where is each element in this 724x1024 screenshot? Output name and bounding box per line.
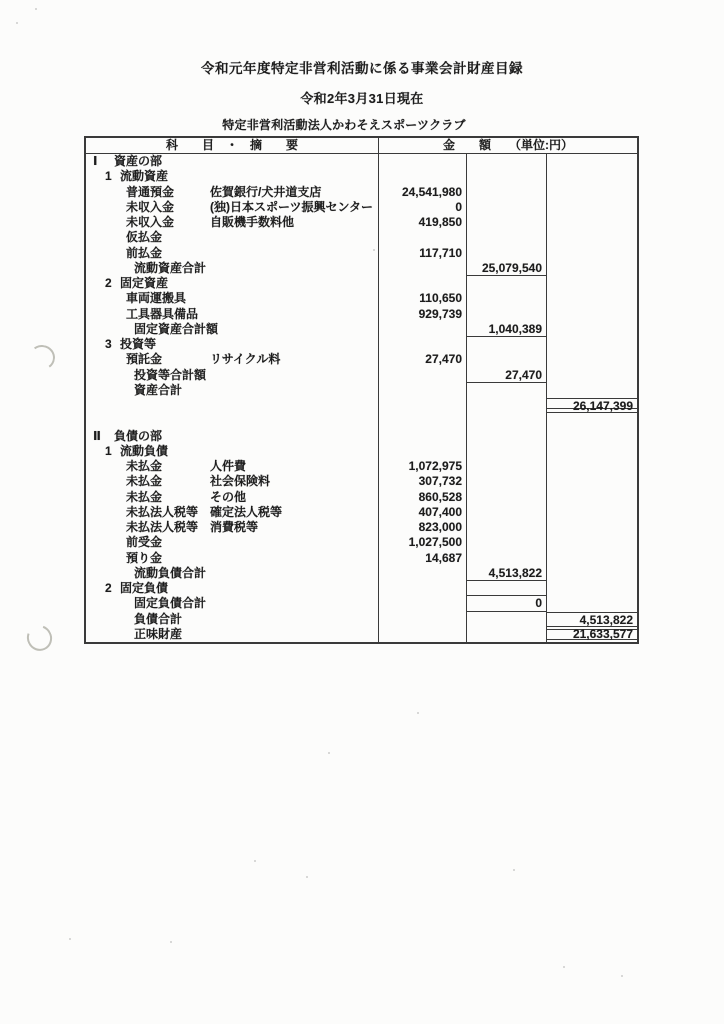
- cell-amount-subtotal: [466, 551, 546, 566]
- document-title: 令和元年度特定非営利活動に係る事業会計財産目録: [201, 61, 523, 76]
- cell-subject: 前払金: [126, 245, 163, 260]
- cell-subject: 投資等合計額: [134, 367, 207, 382]
- cell-subject: 預り金: [126, 550, 163, 565]
- scan-speck: [328, 752, 330, 754]
- cell-amount-total: [546, 429, 637, 444]
- table-row: [86, 337, 637, 352]
- table-row: [86, 307, 637, 322]
- cell-amount-total: [546, 413, 637, 428]
- cell-amount-detail: [378, 261, 466, 276]
- table-row: [86, 169, 637, 184]
- scan-speck: [170, 941, 172, 943]
- cell-amount-detail: 929,739: [378, 307, 466, 322]
- header-amount-column: 金 額 （単位:円）: [378, 138, 637, 154]
- cell-amount-detail: [378, 154, 466, 169]
- cell-amount-total: [546, 246, 637, 261]
- cell-amount-total: [546, 261, 637, 276]
- cell-amount-total: [546, 459, 637, 474]
- cell-subject: 普通預金 佐賀銀行/犬井道支店: [126, 184, 322, 199]
- cell-subject: 未払金 その他: [126, 489, 247, 504]
- table-row: [86, 230, 637, 245]
- cell-amount-total: [546, 307, 637, 322]
- cell-amount-total: [546, 322, 637, 337]
- table-row: [86, 490, 637, 505]
- table-rows: [86, 154, 637, 642]
- table-row: [86, 566, 637, 581]
- table-row: [86, 261, 637, 276]
- cell-amount-total: 26,147,399: [546, 398, 637, 413]
- cell-amount-detail: [378, 413, 466, 428]
- table-row: [86, 551, 637, 566]
- cell-amount-detail: 407,400: [378, 505, 466, 520]
- cell-amount-detail: 1,072,975: [378, 459, 466, 474]
- cell-subject: 工具器具備品: [126, 306, 199, 321]
- cell-amount-total: [546, 169, 637, 184]
- cell-subject: 2 固定負債: [105, 581, 169, 595]
- asset-inventory-table: [84, 136, 639, 644]
- cell-amount-subtotal: [466, 474, 546, 489]
- cell-subject: 3 投資等: [105, 337, 157, 351]
- table-row: [86, 474, 637, 489]
- cell-amount-total: [546, 581, 637, 596]
- cell-amount-subtotal: [466, 520, 546, 535]
- cell-amount-total: [546, 352, 637, 367]
- cell-amount-subtotal: [466, 581, 546, 596]
- cell-amount-detail: [378, 322, 466, 337]
- cell-subject: 未収入金 (独)日本スポーツ振興センター: [126, 199, 374, 214]
- scan-speck: [417, 712, 419, 714]
- cell-amount-subtotal: [466, 352, 546, 367]
- table-row: [86, 322, 637, 337]
- cell-amount-total: [546, 230, 637, 245]
- cell-amount-total: [546, 490, 637, 505]
- scan-speck: [69, 938, 71, 940]
- cell-subject: 流動資産合計: [134, 260, 207, 275]
- cell-amount-total: [546, 291, 637, 306]
- table-row: [86, 291, 637, 306]
- cell-amount-subtotal: [466, 230, 546, 245]
- cell-subject: 1 流動負債: [105, 443, 169, 458]
- cell-subject: 流動負債合計: [134, 565, 207, 580]
- scan-speck: [16, 22, 18, 24]
- cell-amount-detail: 0: [378, 200, 466, 215]
- table-row: [86, 612, 637, 627]
- cell-amount-total: [546, 551, 637, 566]
- table-row: [86, 368, 637, 383]
- cell-subject: 前受金: [126, 535, 163, 550]
- cell-amount-detail: 117,710: [378, 246, 466, 261]
- cell-subject: 固定負債合計: [134, 596, 207, 611]
- cell-subject: 未払法人税等 確定法人税等: [126, 504, 283, 519]
- cell-subject: 預託金 リサイクル料: [126, 352, 281, 367]
- cell-amount-subtotal: [466, 505, 546, 520]
- cell-amount-subtotal: 27,470: [466, 368, 546, 383]
- cell-amount-subtotal: [466, 429, 546, 444]
- cell-amount-subtotal: [466, 398, 546, 413]
- cell-amount-subtotal: [466, 535, 546, 550]
- cell-amount-detail: 27,470: [378, 352, 466, 367]
- cell-subject: 未払金 人件費: [126, 459, 247, 473]
- scan-speck: [563, 966, 565, 968]
- cell-amount-detail: [378, 596, 466, 611]
- table-row: [86, 581, 637, 596]
- cell-amount-detail: 823,000: [378, 520, 466, 535]
- cell-amount-total: [546, 444, 637, 459]
- cell-amount-subtotal: [466, 383, 546, 398]
- cell-amount-detail: [378, 566, 466, 581]
- cell-amount-detail: 24,541,980: [378, 185, 466, 200]
- cell-amount-detail: [378, 581, 466, 596]
- cell-amount-detail: [378, 230, 466, 245]
- cell-amount-subtotal: [466, 276, 546, 291]
- cell-amount-detail: 14,687: [378, 551, 466, 566]
- cell-amount-subtotal: 4,513,822: [466, 566, 546, 581]
- cell-subject: [86, 413, 378, 428]
- table-row: [86, 215, 637, 230]
- table-row: [86, 276, 637, 291]
- cell-subject: 固定資産合計額: [134, 321, 219, 336]
- cell-amount-total: [546, 520, 637, 535]
- cell-subject: Ⅰ 資産の部: [93, 154, 163, 168]
- table-row: [86, 505, 637, 520]
- cell-amount-total: [546, 383, 637, 398]
- cell-amount-subtotal: [466, 154, 546, 169]
- organization-name: 特定非営利活動法人かわそえスポーツクラブ: [222, 118, 466, 132]
- cell-amount-total: [546, 215, 637, 230]
- cell-amount-detail: [378, 337, 466, 352]
- cell-amount-detail: [378, 429, 466, 444]
- table-row: [86, 444, 637, 459]
- table-row: [86, 246, 637, 261]
- table-row: [86, 520, 637, 535]
- table-row: [86, 383, 637, 398]
- scan-speck: [35, 8, 37, 10]
- cell-subject: 未収入金 自販機手数料他: [126, 215, 295, 229]
- cell-amount-total: [546, 337, 637, 352]
- cell-amount-detail: [378, 383, 466, 398]
- cell-amount-detail: [378, 444, 466, 459]
- table-row: [86, 398, 637, 413]
- cell-amount-detail: [378, 169, 466, 184]
- cell-amount-subtotal: [466, 307, 546, 322]
- cell-amount-subtotal: [466, 459, 546, 474]
- cell-amount-detail: [378, 612, 466, 627]
- table-row: [86, 627, 637, 642]
- table-row: [86, 413, 637, 428]
- cell-amount-subtotal: [466, 444, 546, 459]
- cell-amount-total: [546, 154, 637, 169]
- cell-subject: 車両運搬具: [126, 291, 187, 306]
- punch-hole-top-mark: [27, 343, 56, 371]
- cell-amount-detail: [378, 398, 466, 413]
- scan-speck: [513, 869, 515, 871]
- cell-amount-detail: 1,027,500: [378, 535, 466, 550]
- cell-amount-detail: [378, 368, 466, 383]
- cell-subject: 未払法人税等 消費税等: [126, 520, 259, 534]
- cell-subject: 資産合計: [134, 382, 183, 397]
- cell-amount-detail: 860,528: [378, 490, 466, 505]
- cell-subject: [86, 398, 378, 413]
- cell-amount-subtotal: [466, 185, 546, 200]
- cell-amount-total: [546, 368, 637, 383]
- cell-amount-total: [546, 566, 637, 581]
- as-of-date: 令和2年3月31日現在: [300, 91, 424, 106]
- cell-amount-detail: [378, 276, 466, 291]
- cell-amount-subtotal: [466, 200, 546, 215]
- cell-amount-total: [546, 276, 637, 291]
- cell-subject: 2 固定資産: [105, 276, 169, 290]
- cell-subject: 1 流動資産: [105, 169, 169, 184]
- cell-amount-total: 4,513,822: [546, 612, 637, 627]
- punch-hole-bottom-mark: [23, 621, 57, 655]
- cell-amount-subtotal: [466, 413, 546, 428]
- cell-amount-total: 21,633,577: [546, 627, 637, 642]
- scan-speck: [306, 876, 308, 878]
- cell-amount-total: [546, 535, 637, 550]
- scan-speck: [254, 860, 256, 862]
- cell-amount-detail: [378, 627, 466, 642]
- scan-speck: [621, 975, 623, 977]
- cell-amount-subtotal: [466, 627, 546, 642]
- cell-amount-subtotal: 25,079,540: [466, 261, 546, 276]
- cell-subject: Ⅱ 負債の部: [93, 428, 163, 443]
- cell-amount-detail: 419,850: [378, 215, 466, 230]
- cell-amount-subtotal: [466, 246, 546, 261]
- cell-amount-total: [546, 185, 637, 200]
- cell-amount-total: [546, 505, 637, 520]
- table-row: [86, 535, 637, 550]
- cell-subject: 負債合計: [134, 611, 183, 626]
- cell-subject: 未払金 社会保険料: [126, 474, 271, 489]
- table-row: [86, 596, 637, 611]
- cell-amount-subtotal: [466, 490, 546, 505]
- table-row: [86, 200, 637, 215]
- table-row: [86, 352, 637, 367]
- cell-amount-detail: 307,732: [378, 474, 466, 489]
- cell-amount-total: [546, 200, 637, 215]
- cell-subject: 正味財産: [134, 626, 183, 641]
- header-subject-column: 科 目 ・ 摘 要: [86, 138, 378, 154]
- cell-amount-subtotal: 0: [466, 596, 546, 611]
- cell-amount-subtotal: [466, 337, 546, 352]
- cell-amount-detail: 110,650: [378, 291, 466, 306]
- cell-amount-subtotal: [466, 169, 546, 184]
- cell-amount-subtotal: [466, 291, 546, 306]
- cell-amount-total: [546, 474, 637, 489]
- cell-amount-subtotal: [466, 215, 546, 230]
- table-row: [86, 459, 637, 474]
- cell-amount-subtotal: [466, 612, 546, 627]
- cell-amount-subtotal: 1,040,389: [466, 322, 546, 337]
- cell-amount-total: [546, 596, 637, 611]
- table-row: [86, 185, 637, 200]
- table-header-row: [86, 138, 637, 154]
- table-row: [86, 429, 637, 444]
- table-row: [86, 154, 637, 169]
- cell-subject: 仮払金: [126, 230, 163, 245]
